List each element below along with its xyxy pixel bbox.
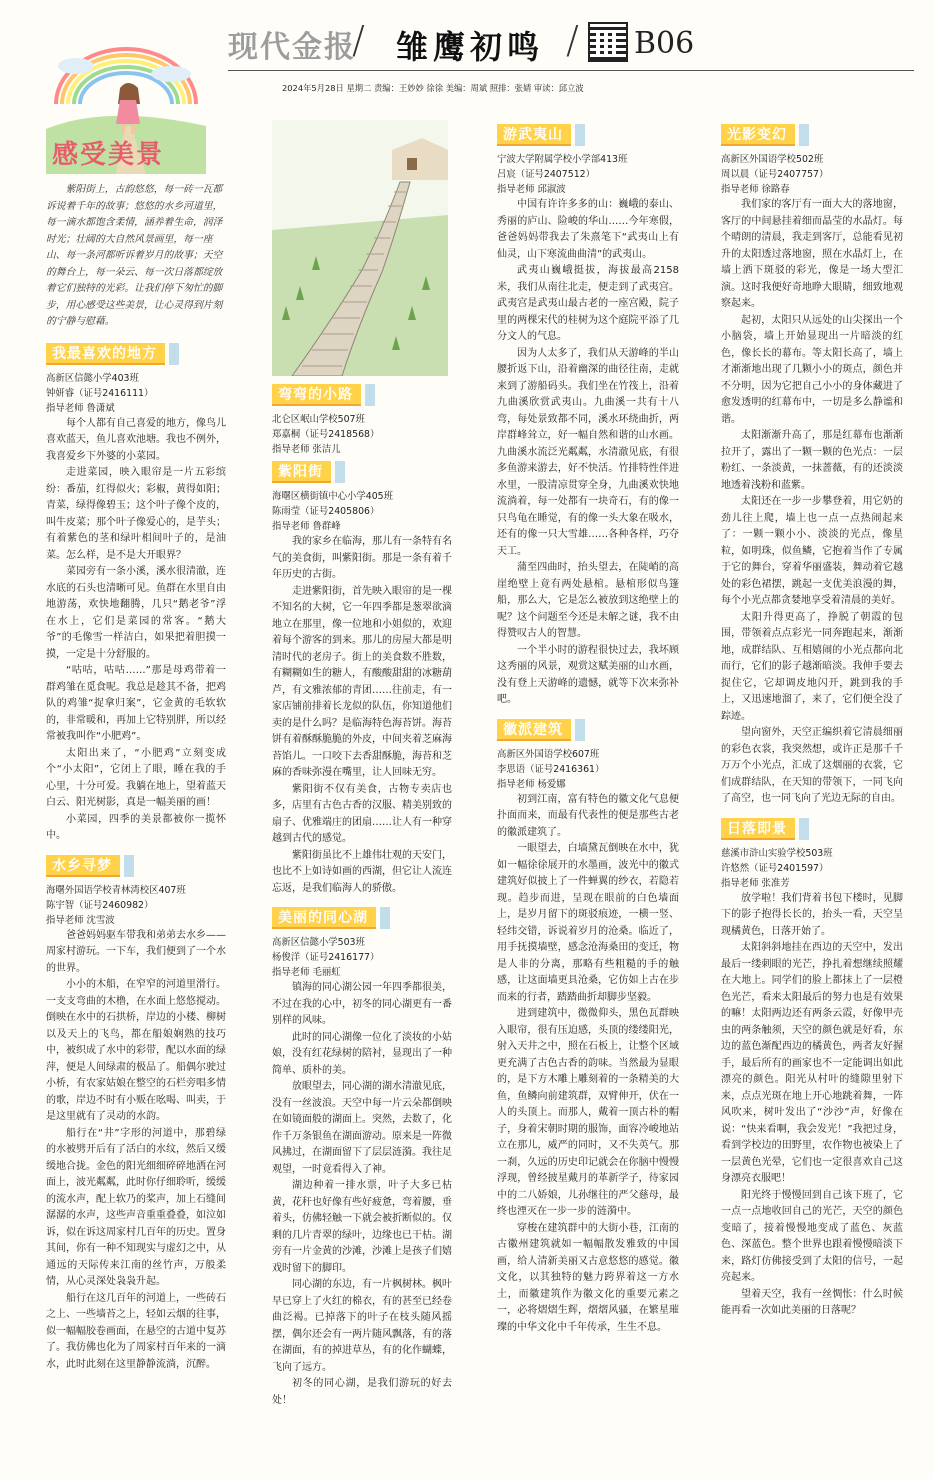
paragraph: 我们家的客厅有一面大大的落地窗，客厅的中间悬挂着细而晶莹的水晶灯。每个晴朗的清晨，我走到客厅，总能看见初升的太阳透过落地窗，照在水晶灯上，在墙上洒下斑驳的彩光，像是一场大型汇演。这时我便好奇地睁大眼睛，细致地观察起来。 — [721, 199, 903, 309]
author-line: 指导老师 杨爱娜 — [497, 778, 566, 790]
paragraph: 望向窗外，天空正编织着它清晨细丽的彩色衣裳，我突然想，或许正是那千千万万个小光点，汇成了这烟丽的衣裳，它们成群结队，在天知的带领下，一同飞向了高空，也一同飞向了光边无际的自由。 — [721, 727, 903, 804]
author-line: 陈宇智（证号2460982） — [46, 899, 154, 911]
article-title: 美丽的同心湖 — [272, 907, 376, 929]
section-title: 雏鹰初鸣 — [396, 28, 545, 66]
paragraph: 起初，太阳只从远处的山尖探出一个小脑袋，墙上开始显现出一片暗淡的红色，像长长的幕布。等太阳长高了，墙上才渐渐地出现了几颗小小的斑点，颜色并不分明，因为它把自己小小的身体藏进了愈发透明的红幕布中，一切是多么静谧和谐。 — [721, 314, 903, 425]
article — [46, 339, 226, 845]
article-body — [721, 891, 903, 1320]
qr-code-icon — [588, 22, 628, 62]
author-line: 指导老师 邱淑波 — [497, 184, 566, 195]
article — [272, 903, 452, 1409]
author-line: 指导老师 沈雪波 — [46, 914, 115, 926]
paragraph: 进到建筑中，微微仰头，黑色瓦群映入眼帘，很有压迫感，头顶的缕缕阳光，射入天井之中，照在石板上，让整个区域更充满了古色古香的韵味。当然最为显眼的，是下方木雕上雕刻着的一条精美的大鱼，鱼鳞向前建筑群，双臂伸开，伏在一人的头顶上。而那人，戴着一顶古朴的帽子，身着宋朝时期的服饰，面容冷峻地站立在那儿，威严的同时，又不失英气。那一刹，久远的历史印记就会在你脑中慢慢浮现，曾经披星戴月的革新学子，待家园中的二八娇娘，儿孙继往的严父慈母，最终也湮灭在一步一步的涟漪中。 — [497, 1008, 679, 1217]
author-line: 高新区外国语学校607班 — [497, 748, 600, 760]
feature-illustration — [46, 34, 206, 174]
paragraph: 太阳渐渐升高了，那是红幕布也渐渐拉开了，露出了一颗一颗的色光点：一层粉红、一条淡黄，一抹蔷薇，有的还淡淡地透着浅粉和蓝紫。 — [721, 430, 903, 491]
paragraph: 紫阳街虽比不上雄伟壮观的天安门，也比不上如诗如画的西湖，但它让人流连忘返，是我们临海人的骄傲。 — [272, 849, 452, 894]
author-line: 杨俊洋（证号2416177） — [272, 952, 380, 963]
article-title: 游武夷山 — [497, 124, 571, 146]
article — [46, 851, 226, 1374]
article — [721, 814, 903, 1320]
paragraph: 太阳还在一步一步攀登着，用它奶的劲儿往上爬，墙上也一点一点热闹起来了：一颗一颗小小、淡淡的光点，像星粒，如明珠，似鱼鳞，它抱着当作了专属于它的舞台，穿着华丽盛装，舞动着它越处的彩色裙摆，跳起一支优美浪漫的舞，每个小光点都贪婪地享受着清晨的美好。 — [721, 496, 903, 606]
article-title: 紫阳街 — [272, 461, 331, 483]
feature-title: 感受美景 — [52, 140, 165, 170]
article-body — [46, 928, 226, 1374]
paragraph: 走进紫阳街，首先映入眼帘的是一棵不知名的大树，它一年四季都是葱翠欲滴地立在那里，像一位地和小姐似的，欢迎着每个游客的到来。那儿的房屋大都是明清时代的老房子。街上的美食数不胜数，有糊糊如生的糖人，有酸酸甜甜的冰糖葫芦，有文雅浓郁的青团……往前走，有一家店铺前排着长龙似的队伍，你知道他们卖的是什么吗？是临海特色海苔饼。海苔饼有着酥酥脆脆的外皮，中间夹着芝麻海苔馅儿。一口咬下去香甜酥脆，海苔和芝麻的香味弥漫在嘴里，让人回味无穷。 — [272, 585, 452, 778]
article — [272, 380, 452, 457]
author-line: 高新区外国语学校502班 — [721, 154, 824, 165]
author-line: 海曙区横街镇中心小学405班 — [272, 491, 394, 502]
author-line: 慈溪市浒山实验学校503班 — [721, 847, 833, 859]
article-body — [46, 416, 226, 845]
paragraph: 紫阳街不仅有美食，古物专卖店也多，店里有古色古香的汉服、精美别致的扇子、优雅端庄的团扇……让人有一种穿越到古代的感觉。 — [272, 783, 452, 844]
author-line: 许悠然（证号2401597） — [721, 862, 829, 874]
author-info — [497, 747, 679, 792]
author-line: 指导老师 鲁群峰 — [272, 521, 341, 532]
author-line: 吕宸（证号2407512） — [497, 169, 596, 180]
author-line: 指导老师 鲁潇斌 — [46, 402, 115, 414]
paragraph: 放学啦！我们背着书包下楼时，见脚下的影子抱得长长的，抬头一看，天空呈现橘黄色，日落开始了。 — [721, 892, 903, 937]
author-line: 指导老师 张准芳 — [721, 877, 790, 889]
article-title: 徽派建筑 — [497, 719, 571, 741]
paragraph: 初冬的同心湖，是我们游玩的好去处！ — [272, 1378, 452, 1406]
author-line: 指导老师 张洁儿 — [272, 444, 341, 455]
author-info — [272, 489, 452, 534]
paragraph: 一眼望去，白墙黛瓦倒映在水中，犹如一幅徐徐展开的水墨画，波光中的徽式建筑好似披上了一件蝉翼的纱衣，若隐若现。趋步而进，呈现在眼前的白色墙面上，是岁月留下的斑驳痕迹，一横一竖、轻纬交错，诉说着岁月的沧桑。临近了，用手抚摸墙壁，感念沧海桑田的变迁，物是人非的分离，那略有些粗糙的手的触感，让这面墙更具沧桑，它仿如上古在步而来的行者，踏踏曲折却脚步坚毅。 — [497, 843, 679, 1003]
author-line: 钟妍睿（证号2416111） — [46, 387, 154, 399]
paragraph: 小菜园，四季的美景都被你一揽怀中。 — [46, 813, 226, 841]
paragraph: 镇海的同心湖公园一年四季都很美，不过在我的心中，初冬的同心湖更有一番别样的风味。 — [272, 982, 452, 1026]
article-body — [497, 197, 679, 709]
article — [497, 120, 679, 709]
paragraph: 一个半小时的游程很快过去，我坏顾这秀丽的风景，观赏这赋美丽的山水画，没有登上天游峰的遗憾，就等下次来弥补吧。 — [497, 644, 679, 705]
article — [721, 120, 903, 808]
paragraph: 此时的同心湖像一位化了淡妆的小姑娘，没有红花绿树的陪衬，显现出了一种简单、质朴的美。 — [272, 1031, 452, 1076]
author-line: 周以晨（证号2407757） — [721, 169, 829, 180]
author-info — [721, 846, 903, 891]
paragraph: 穿梭在建筑群中的大街小巷，江南的古徽州建筑就如一幅幅散发雅致的中国画，给人清新美丽又古意悠悠的感觉。徽文化，以其独特的魅力跨界着这一方水土，而徽建筑作为徽文化的重要元素之一，必将熠熠生辉，熠熠风骚，在繁星璀璨的中华文化中千年传承，生生不息。 — [497, 1222, 679, 1333]
paragraph: 初到江南，富有特色的徽文化气息便扑面而来，而最有代表性的便是那些古老的徽派建筑了。 — [497, 793, 679, 838]
author-info — [272, 935, 452, 980]
author-info — [272, 412, 452, 457]
paragraph: 望着天空，我有一丝惆怅：什么时候能再看一次如此美丽的日落呢？ — [721, 1288, 903, 1316]
feature-intro: 紫阳街上，古韵悠悠，每一砖一瓦都诉说着千年的故事；悠悠的水乡河道里，每一滴水都饱含柔情，涵养着生命，润泽时光；壮阔的大自然风景画里，每一座山、每一条河都听诉着岁月的故事；天空的舞台上，每一朵云、每一次日落都绽放着它们独特的光彩。让我们停下匆忙的脚步，用心感受这些美景，让心灵得到片刻的宁静与慰藉。 — [46, 184, 223, 327]
article-body — [721, 197, 903, 808]
issue-meta: 2024年5月28日 星期二 责编：王妙妙 徐徐 美编：周斌 照排：张婧 审读：邱立波 — [282, 83, 584, 93]
author-line: 宁波大学附属学校小学部413班 — [497, 154, 628, 165]
article-title: 水乡寻梦 — [46, 855, 120, 877]
paragraph: 船行在这几百年的河道上，一些砖石之上、一些墙苔之上，轻如云烟的往事，似一幅幅胶卷画面，在悬空的古道中复苏了。我仿佛也化为了周家村百年来的一滴水，此时此刻在这里静静流淌，沉醉。 — [46, 1292, 226, 1370]
author-line: 郑嘉桐（证号2418568） — [272, 429, 380, 440]
header-divider: / — [566, 18, 579, 62]
author-info — [497, 152, 679, 197]
author-info — [46, 371, 226, 416]
author-line: 指导老师 徐路春 — [721, 184, 790, 195]
column-2 — [272, 120, 452, 1409]
paragraph: 阳光终于慢慢回到自己该下班了，它一点一点地收回自己的光芒，天空的颜色变暗了，接着慢慢地变成了蓝色、灰蓝色、深蓝色。整个世界也跟着慢慢暗淡下来，路灯仿佛接受到了太阳的信号，一起亮起来。 — [721, 1189, 903, 1283]
article-body — [497, 792, 679, 1337]
paragraph: 菜园旁有一条小溪，溪水很清澈，连水底的石头也清晰可见。鱼群在水里自由地游荡，欢快地翻腾，几只“鹅老爷”浮在水上，它们是菜园的常客。“鹅大爷”的毛像雪一样洁白，如果把着胆摸一摸，一定是十分舒服的。 — [46, 566, 226, 660]
paragraph: 太阳升得更高了，挣脱了朝霞的包围，带领着点点彩光一同奔跑起来，渐渐地，成群结队、互相嬉闹的小光点都向北而行，它们的影子越渐暗淡。我伸手要去捉住它，它却调皮地闪开，跳到我的手上，又迅速地溜了，来了，它们便全没了踪迹。 — [721, 611, 903, 722]
paragraph: 太阳出来了，“小肥鸡”立刻变成个“小太阳”，它闭上了眼，睡在我的手心里，十分可爱。我躺在地上，望着蓝天白云、阳光树影，真是一幅美丽的画！ — [46, 747, 226, 808]
author-line: 海曙外国语学校青林湾校区407班 — [46, 884, 186, 896]
author-line: 高新区信懿小学403班 — [46, 372, 139, 384]
newspaper-name: 现代金报 — [228, 30, 356, 65]
paragraph: 中国有许许多多的山：巍峨的泰山、秀丽的庐山、险峻的华山……今年寒假，爸爸妈妈带我去了朱熹笔下“武夷山上有仙灵，山下寒流曲曲清”的武夷山。 — [497, 199, 679, 260]
paragraph: 每个人都有自己喜爱的地方，像鸟儿喜欢蓝天，鱼儿喜欢池塘。我也不例外，我喜爱乡下外婆的小菜园。 — [46, 417, 226, 462]
paragraph: 走进菜园，映入眼帘是一片五彩缤纷：番茄，红得似火；彩椒，黄得如阳；青菜，绿得像碧玉；这个叶子像个皮的，叫牛皮菜；那个叶子像爱心的，是芋头；有着紫色的茎和绿叶相间叶子的，是油菜。怎么样，是不是大开眼界？ — [46, 467, 226, 561]
article — [272, 457, 452, 897]
paragraph: 太阳斜斜地挂在西边的天空中，发出最后一缕刺眼的光芒，挣扎着想继续照耀在大地上。同学们的脸上都抹上了一层橙色光芒，看来太阳最后的努力也是有效果的嘛！太阳两边还有两条云霞，好像甲壳虫的两条触须，天空的颜色就是好看，东边的蓝色渐配西边的橘黄色，两者友好握手，最后所有的画家也不一定能调出如此漂亮的颜色。阳光从村叶的缝隙里射下来，点点光斑在地上开心地跳着舞，一阵风吹来，树叶发出了“沙沙”声，好像在说：“快来看啊，我会发光！”我把过身，看到学校边的田野里，农作物也被染上了一层黄色光晕，它们也一定很喜欢自己这身漂亮衣服吧！ — [721, 942, 903, 1184]
paragraph: 船行在“井”字形的河道中，那碧绿的水被劈开后有了活白的水纹，然后又缓缓地合拢。金色的阳光细细碎碎地洒在河面上，波光粼粼，此时你仔细聆听，缓缓的流水声，配上软乃的桨声，加上石缝间潺潺的水声，这些声音重重叠叠，如泣如诉，似在诉这周家村几百年的历史。置身其间，你有一种不知现实与虚幻之中，从通远的天际传来江南的丝竹声，万般柔情，从心灵深处袅袅升起。 — [46, 1127, 226, 1287]
author-line: 李思语（证号2416361） — [497, 763, 605, 775]
paragraph: 因为人太多了，我们从天游峰的半山腰折返下山，沿着幽深的曲径往南，走就来到了游船码头。我们坐在竹筏上，沿着九曲溪欣赏武夷山。九曲溪一共有十八弯，每处景致都不同，溪水环绕曲折，两岸群峰耸立，好一幅自然和谐的山水画。九曲溪水流泛光粼粼，水清澈见底，有很多鱼游来游去，好不快活。竹排特性伴进水里，一股清凉贯穿全身，九曲溪欢快地流淌着，每一处都有一块奇石，有的像一只鸟龟在睡觉，有的像一头大象在吸水，还有的像一只大雪雄……各种各样，巧夺天工。 — [497, 347, 679, 557]
article-title: 日落即景 — [721, 818, 795, 840]
column-1 — [46, 34, 226, 1373]
paragraph: 放眼望去，同心湖的湖水清澈见底，没有一丝波浪。天空中每一片云朵都倒映在如镜面般的湖面上。突然，去数了，化作千万条银鱼在湖面游动。原来是一阵微风拂过，在湖面留下了层层涟漪。我往足观望，一时竟看得入了神。 — [272, 1081, 452, 1175]
column-3 — [497, 120, 679, 1336]
paragraph: “咕咕，咕咕……”那是母鸡带着一群鸡雏在觅食呢。我总是趁其不备，把鸡队的鸡雏“捉拿归案”，它金黄的毛软软的，非常暖和，再加上它特别胖，所以经常被我叫作“小肥鸡”。 — [46, 665, 226, 742]
author-info — [46, 883, 226, 928]
path-illustration — [272, 120, 448, 376]
author-line: 高新区信懿小学503班 — [272, 937, 365, 948]
header-rule — [228, 70, 914, 71]
article — [497, 715, 679, 1337]
paragraph: 武夷山巍峨挺拔，海拔最高2158米，我们从南往北走，便走到了武夷宫。武夷宫是武夷山最古老的一座宫殿，院子里的两棵宋代的桂树为这个庭院平添了几分文人的气息。 — [497, 265, 679, 342]
column-4 — [721, 120, 903, 1320]
header-divider: / — [352, 18, 365, 62]
paragraph: 蒲至四曲时，抬头望去，在陡峭的高崖绝壁上竟有两处悬棺。悬棺形似鸟篷船，那么大，它是怎么被放到这绝壁上的呢？这个问题至今还是未解之谜，我不由得赞叹古人的智慧。 — [497, 562, 679, 639]
author-info — [721, 152, 903, 197]
page-number: B06 — [634, 26, 695, 61]
article-body — [272, 980, 452, 1409]
paragraph: 我的家乡在临海，那儿有一条特有名气的美食街，叫紫阳街。那是一条有着千年历史的古街。 — [272, 536, 452, 580]
paragraph: 爸爸妈妈驱车带我和弟弟去水乡——周家村游玩。一下车，我们便到了一个水的世界。 — [46, 929, 226, 974]
paragraph: 小小的木船，在窄窄的河道里滑行。一支支弯曲的木橹，在水面上悠悠搅动。倒映在水中的石拱桥，岸边的小楼、柳树以及天上的飞鸟，都在船娘娴熟的技巧中，被织成了水中的彩带，配以水面的绿萍，便是人间绿肃的极品了。船偶尔驶过小桥，有农家姑娘在整空的石栏旁唱多情的歌，岸边不时有小贩在吆喝、叫卖，于是这里就有了灵动的水韵。 — [46, 979, 226, 1122]
author-line: 指导老师 毛丽虹 — [272, 967, 341, 978]
article-body — [272, 534, 452, 897]
paragraph: 同心湖的东边，有一片枫树林。枫叶早已穿上了火红的棉衣，有的甚至已经卷曲泛褐。已掉落下的叶子在枝头随风摇摆，偶尔还会有一两片随风飘落，有的落在湖面，有的掉进草丛，有的化作蝴蝶，飞向了远方。 — [272, 1279, 452, 1373]
article-title: 弯弯的小路 — [272, 384, 361, 406]
author-line: 陈雨莹（证号2405806） — [272, 506, 380, 517]
paragraph: 湖边种着一排水票，叶子大多已枯黄，花秆也好像有些好疲惫，弯着腰，垂着头，仿佛轻触一下就会被折断似的。仅剩的几片青翠的绿叶，边缘也已干枯。湖旁有一片金黄的沙滩，沙滩上是孩子们嬉戏时留下的脚印。 — [272, 1180, 452, 1274]
article-title: 光影变幻 — [721, 124, 795, 146]
article-title: 我最喜欢的地方 — [46, 343, 165, 365]
author-line: 北仑区岷山学校507班 — [272, 414, 365, 425]
